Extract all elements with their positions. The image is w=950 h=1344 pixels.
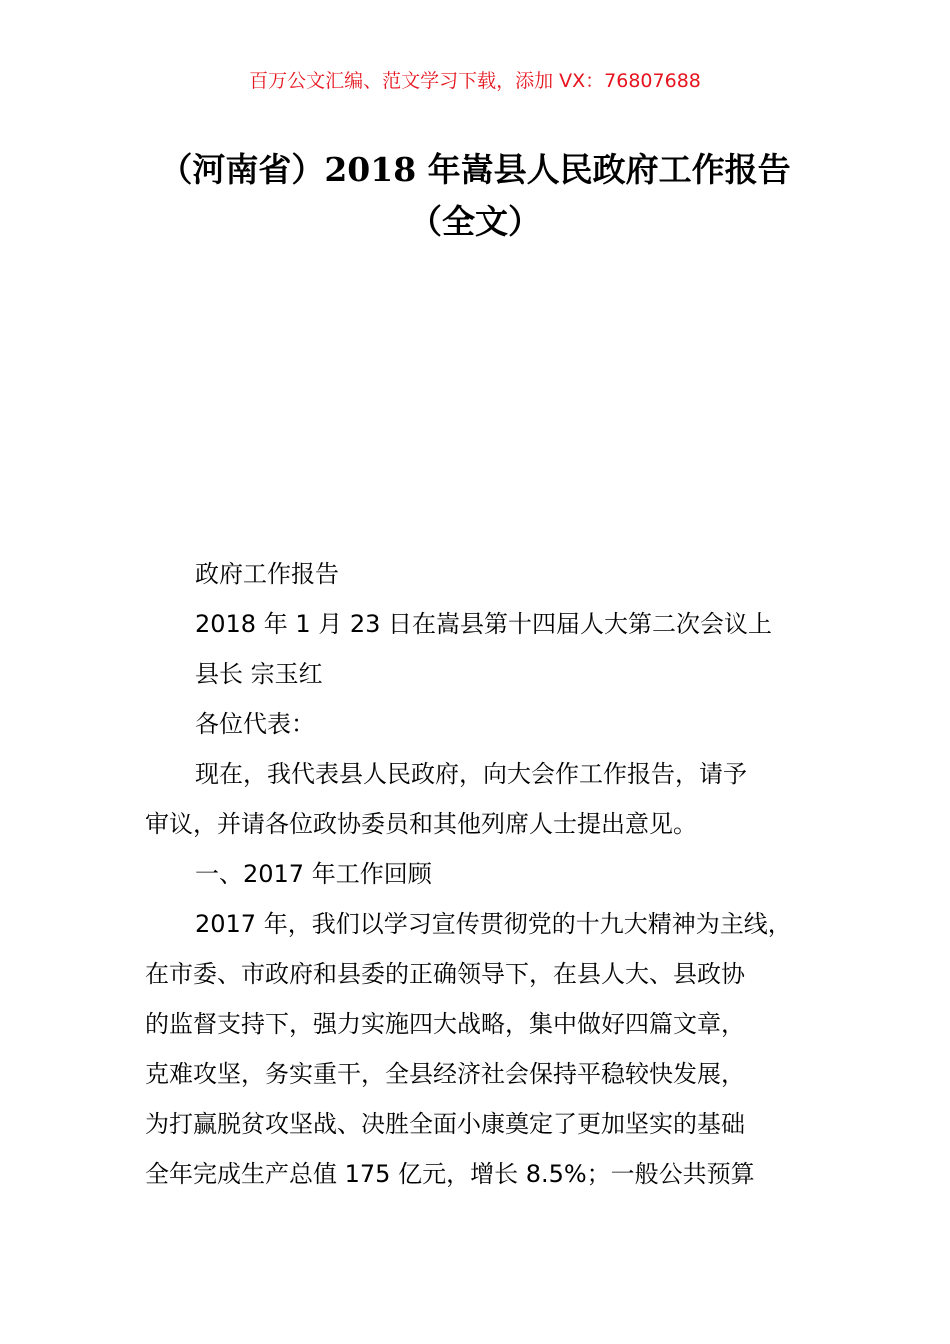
meeting-info: 2018 年 1 月 23 日在嵩县第十四届人大第二次会议上 xyxy=(195,610,773,638)
title-line-2: （全文） xyxy=(409,202,541,241)
section-heading: 一、2017 年工作回顾 xyxy=(195,860,432,888)
paragraph-line: 2017 年，我们以学习宣传贯彻党的十九大精神为主线， xyxy=(195,910,792,938)
paragraph-line: 在市委、市政府和县委的正确领导下，在县人大、县政协 xyxy=(145,960,745,988)
paragraph-line: 全年完成生产总值 175 亿元，增长 8.5%；一般公共预算 xyxy=(145,1160,755,1188)
document-body xyxy=(145,549,835,1199)
paragraph-line: 克难攻坚，务实重干，全县经济社会保持平稳较快发展， xyxy=(145,1060,745,1088)
header-banner: 百万公文汇编、范文学习下载，添加 VX：76807688 xyxy=(249,70,701,92)
paragraph-line: 现在，我代表县人民政府，向大会作工作报告，请予 xyxy=(195,760,747,788)
salutation: 各位代表： xyxy=(195,710,315,738)
title-line-1: （河南省）2018 年嵩县人民政府工作报告 xyxy=(159,150,791,189)
paragraph-line: 的监督支持下，强力实施四大战略，集中做好四篇文章， xyxy=(145,1010,745,1038)
report-heading: 政府工作报告 xyxy=(195,560,339,588)
speaker-line: 县长 宗玉红 xyxy=(195,660,323,688)
document-title xyxy=(0,144,950,248)
paragraph-line: 为打赢脱贫攻坚战、决胜全面小康奠定了更加坚实的基础 xyxy=(145,1110,745,1138)
paragraph-line: 审议，并请各位政协委员和其他列席人士提出意见。 xyxy=(145,810,697,838)
